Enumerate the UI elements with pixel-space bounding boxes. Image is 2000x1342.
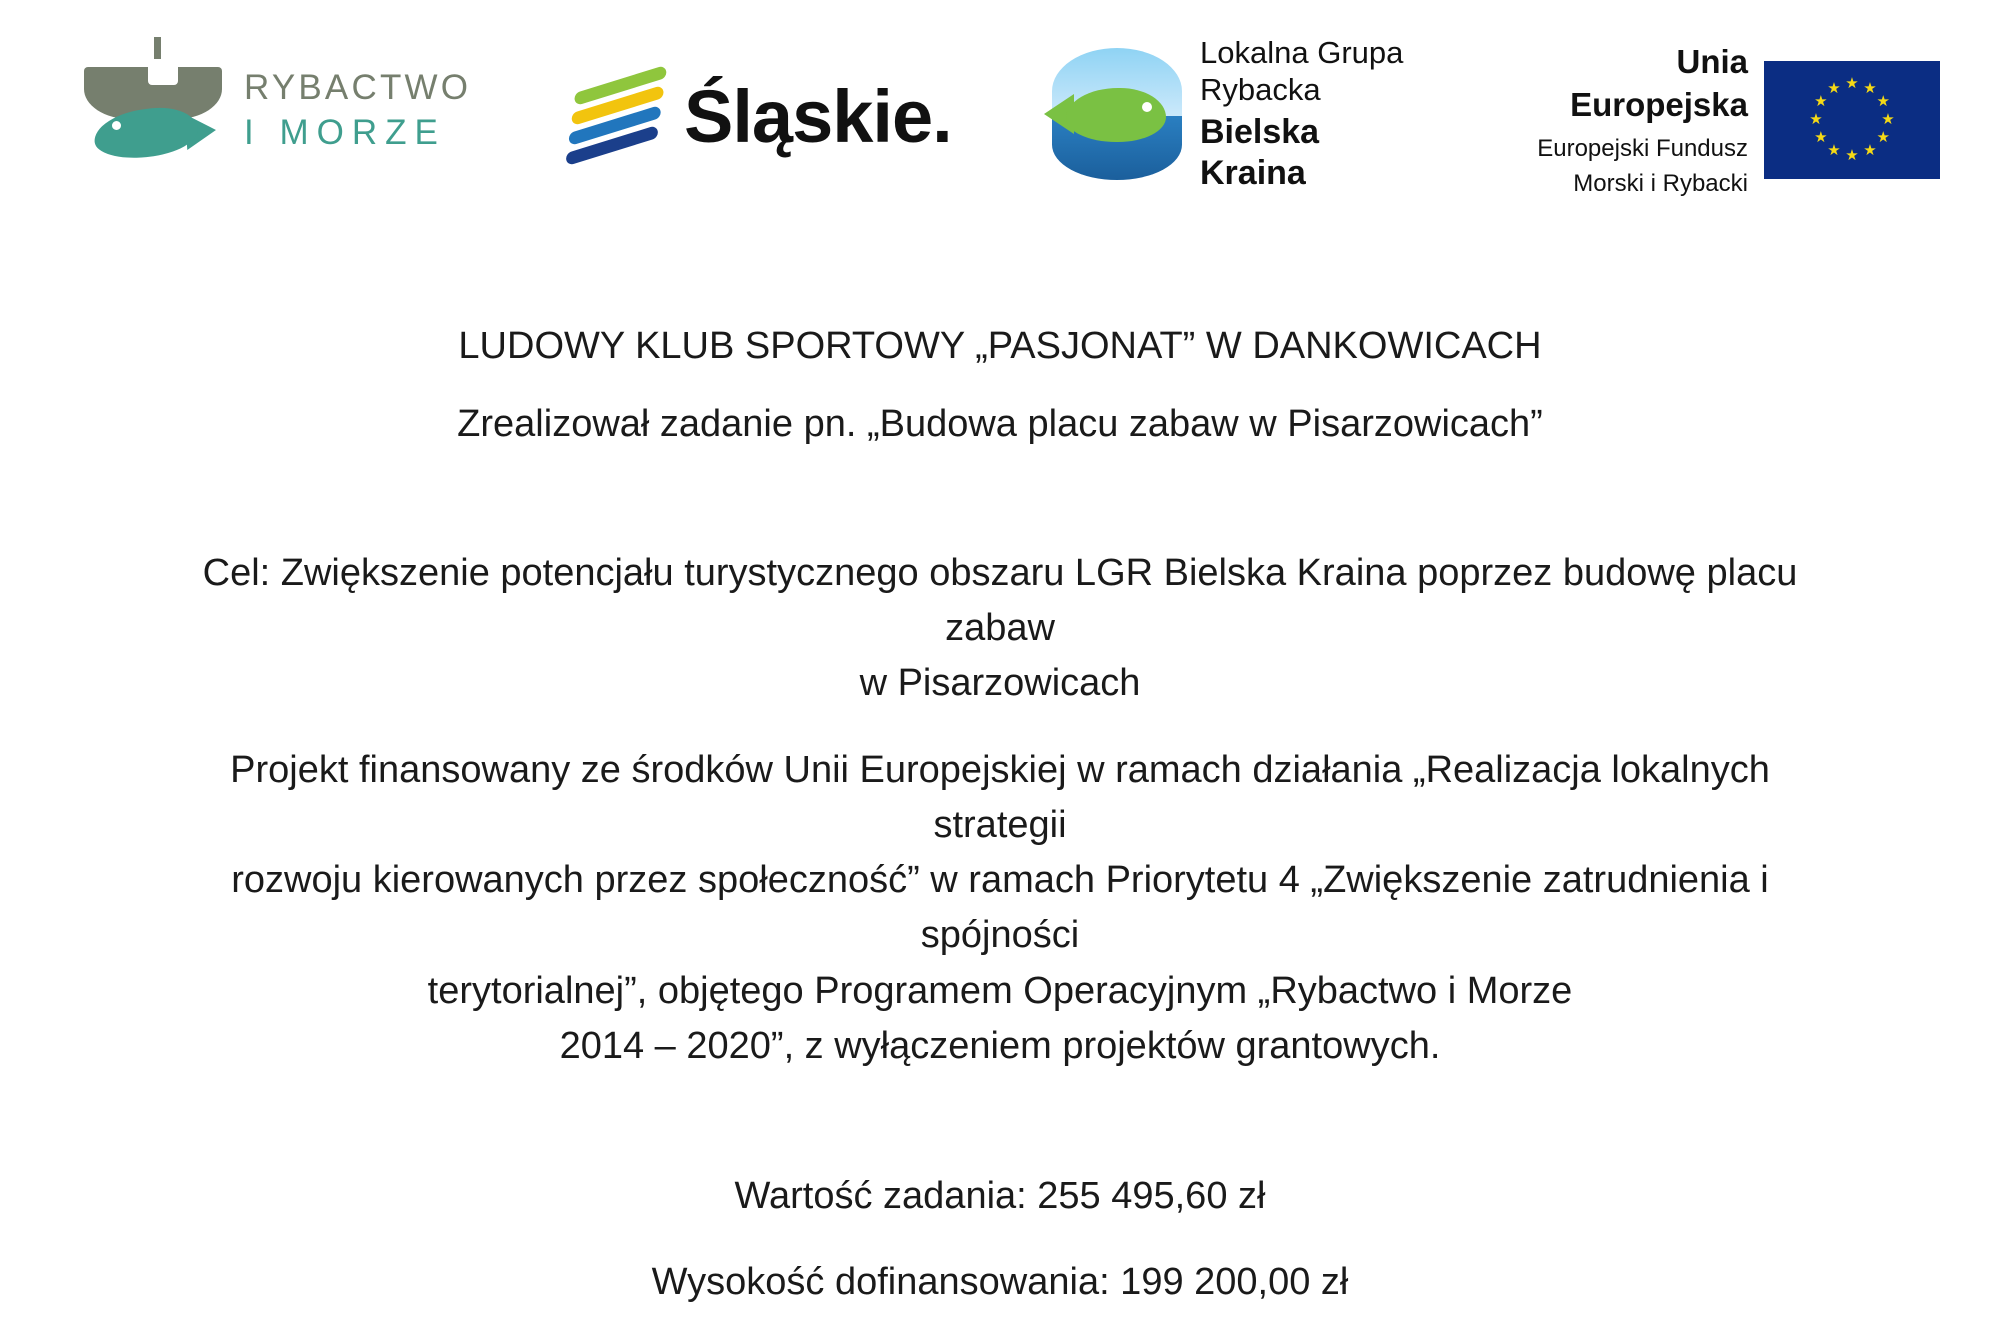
slaskie-wordmark: Śląskie. [684, 75, 952, 158]
goal-block [200, 546, 1800, 711]
beneficiary-block [0, 320, 2000, 452]
fish-eye-shape [112, 121, 121, 130]
task-value: Wartość zadania: 255 495,60 zł [734, 1174, 1266, 1217]
slaskie-stripes-icon [564, 73, 676, 161]
lgr-fish-body-shape [1066, 88, 1166, 142]
funding-line-1: Projekt finansowany ze środków Unii Europejskiej w ramach działania „Realizacja lokalnych strategii [230, 749, 1770, 847]
eu-star-icon: ★ [1881, 111, 1895, 128]
eu-star-icon: ★ [1845, 147, 1859, 164]
rybactwo-line-1: RYBACTWO [244, 68, 472, 107]
lgr-line-3: Bielska Kraina [1200, 113, 1320, 192]
logo-unia-europejska [1500, 42, 1940, 197]
goal-line-1: Cel: Zwiększenie potencjału turystycznego obszaru LGR Bielska Kraina poprzez budowę placu zabaw [202, 551, 1798, 649]
eu-flag-icon [1764, 61, 1940, 179]
eu-star-icon: ★ [1814, 93, 1828, 110]
eu-star-icon: ★ [1845, 75, 1859, 92]
eu-star-icon: ★ [1863, 79, 1877, 97]
lgr-fish-icon [1030, 44, 1190, 184]
spacer [0, 711, 2000, 743]
document-body [0, 320, 2000, 1342]
cofinancing-amount: Wysokość dofinansowania: 199 200,00 zł [651, 1260, 1349, 1303]
eu-star-icon: ★ [1876, 129, 1890, 146]
boat-notch-shape [148, 67, 178, 85]
ue-line-2: Europejski Fundusz [1537, 134, 1748, 162]
logo-slaskie [570, 62, 960, 172]
ue-line-1: Unia Europejska [1570, 42, 1748, 123]
lgr-wordmark [1200, 35, 1420, 192]
eu-star-icon: ★ [1809, 111, 1823, 128]
lgr-fish-eye-shape [1142, 102, 1152, 112]
funding-line-4: 2014 – 2020”, z wyłączeniem projektów grantowych. [559, 1024, 1441, 1067]
logo-lgr-bielska-kraina [1030, 35, 1420, 192]
funding-block [200, 743, 1800, 1074]
funding-line-2: rozwoju kierowanych przez społeczność” w ramach Priorytetu 4 „Zwiększenie zatrudnienia i spójności [231, 859, 1769, 957]
amounts-block [0, 1170, 2000, 1310]
logo-rybactwo-i-morze [78, 50, 498, 170]
lgr-line-1: Lokalna Grupa [1200, 35, 1404, 71]
ue-wordmark [1500, 41, 1748, 199]
eu-star-icon: ★ [1827, 142, 1841, 160]
goal-line-2: w Pisarzowicach [859, 662, 1141, 705]
rybactwo-wordmark [244, 70, 471, 150]
ue-line-3: Morski i Rybacki [1573, 169, 1748, 197]
logo-bar [0, 22, 2000, 197]
rybactwo-line-2: I MORZE [244, 113, 446, 152]
boat-mast-shape [154, 37, 161, 59]
rybactwo-boat-fish-icon [78, 51, 228, 169]
eu-star-icon: ★ [1827, 79, 1841, 97]
eu-star-icon: ★ [1814, 129, 1828, 146]
spacer [0, 476, 2000, 546]
funding-line-3: terytorialnej”, objętego Programem Operacyjnym „Rybactwo i Morze [427, 969, 1573, 1012]
lgr-line-2: Rybacka [1200, 71, 1321, 107]
eu-star-icon: ★ [1863, 142, 1877, 160]
spacer [0, 1074, 2000, 1170]
beneficiary-name: LUDOWY KLUB SPORTOWY „PASJONAT” W DANKOWICACH [458, 325, 1542, 367]
task-name: Zrealizował zadanie pn. „Budowa placu zabaw w Pisarzowicach” [457, 402, 1543, 445]
eu-star-icon: ★ [1876, 93, 1890, 110]
